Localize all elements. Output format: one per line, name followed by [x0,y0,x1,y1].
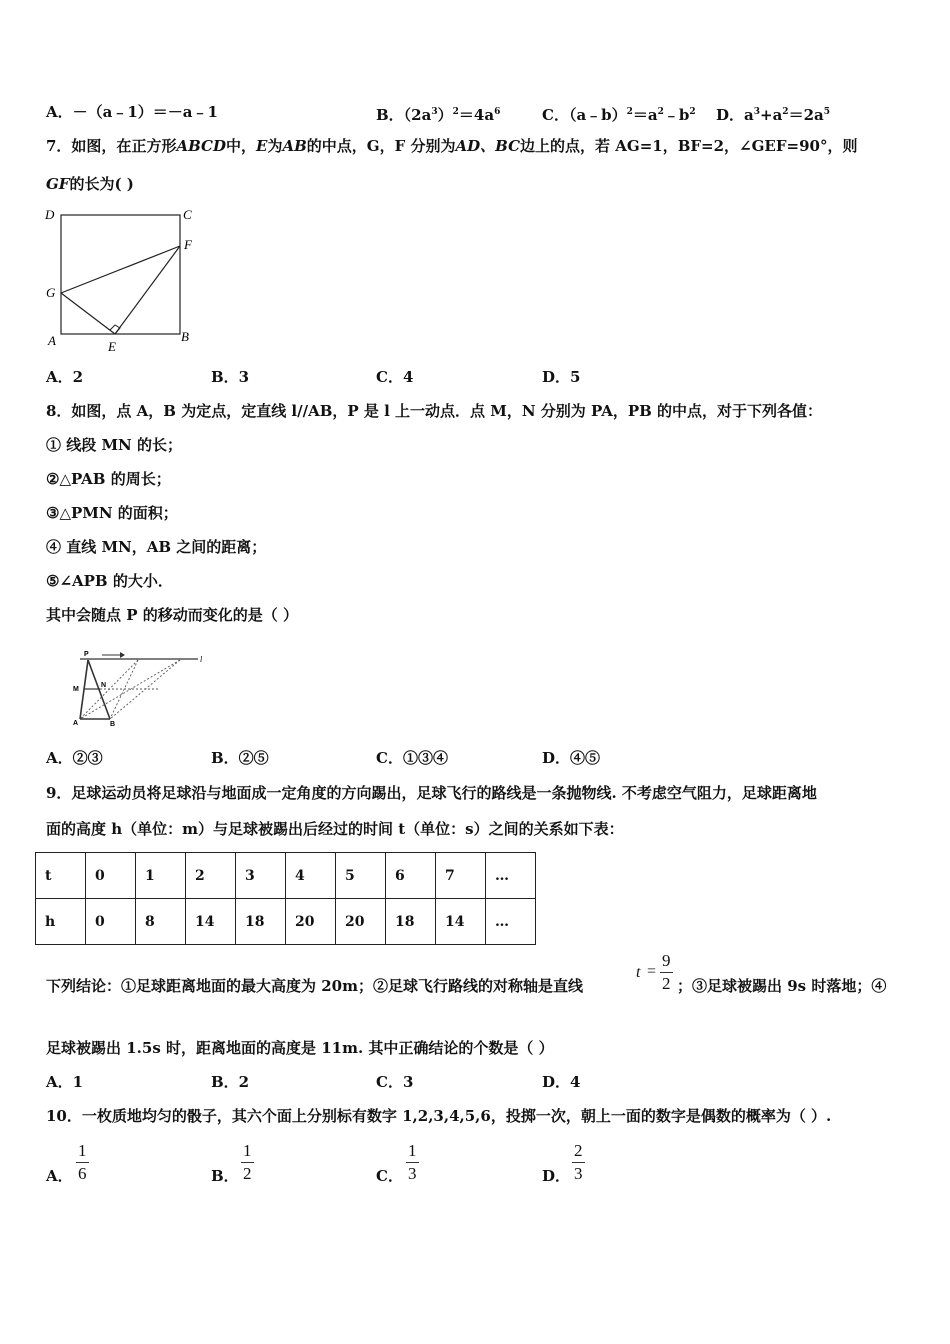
q7-segment-ge [61,293,115,334]
q6-option-a: A．－（a﹣1）＝－a﹣1 [46,103,218,121]
q8-label-a: A [73,720,79,727]
q8-option-d: D．④⑤ [542,749,601,767]
q7-t1: 7．如图，在正方形 [46,137,177,155]
q6-d-s3: 5 [823,107,830,117]
q7-right-angle-mark [110,325,120,334]
q7-label-a: A [48,333,56,348]
q8-label-p: P [84,651,89,658]
table-cell: 0 [86,853,136,899]
q9-option-a: A．1 [46,1073,84,1091]
q8-dashed-4 [110,660,180,719]
table-cell: 0 [86,899,136,945]
q9-fraction-denominator: 2 [662,974,671,993]
q6-b-1: B．（2a [376,106,432,124]
q9-fraction-numerator: 9 [662,951,671,970]
q8-label-b: B [110,721,116,728]
q9-symmetry-axis-formula [634,952,680,1000]
q7-square-figure [40,203,210,355]
q10-option-a-label: A． [46,1167,73,1185]
table-cell: 7 [436,853,486,899]
q6-d-s1: 3 [753,107,760,117]
q10-option-d-fraction [572,1142,585,1183]
q10-d-numerator: 2 [574,1141,583,1160]
table-cell: 2 [186,853,236,899]
q6-b-s3: 6 [494,107,501,117]
table-cell: 20 [286,899,336,945]
q6-d-3: ＝2a [788,106,824,124]
q6-c-s1: 2 [626,107,633,117]
q10-d-bar [572,1162,585,1163]
table-row [36,899,536,945]
q7-t3: 中， [226,137,257,155]
q6-b-s2: 2 [452,107,459,117]
q7-option-c: C．4 [376,368,414,386]
q9-formula-fraction [660,952,673,993]
table-cell: h [36,899,86,945]
q6-option-d [716,102,830,125]
q6-d-s2: 2 [782,107,789,117]
q10-stem: 10．一枚质地均匀的骰子，其六个面上分别标有数字 1,2,3,4,5,6，投掷一次，朝上一面的数字是偶数的概率为（ ）. [46,1107,832,1125]
q10-option-b-fraction [241,1142,254,1183]
q7-label-g: G [46,285,56,300]
q8-option-a: A．②③ [46,749,103,767]
q6-c-s3: 2 [689,107,696,117]
q9-stem-line1: 9．足球运动员将足球沿与地面成一定角度的方向踢出，足球飞行的路线是一条抛物线. 不考虑空气阻力，足球距离地 [46,784,817,802]
q7-stem-line1 [46,136,857,156]
q7-label-f: F [184,237,192,252]
q8-item-2: ②△PAB 的周长； [46,470,171,488]
q7-label-e: E [108,339,116,354]
table-cell: 20 [336,899,386,945]
q8-arrowhead [120,652,125,658]
q8-dashed-2 [110,660,138,719]
q6-option-c [542,102,696,125]
q10-option-d-label: D． [542,1167,571,1185]
q7-stem-line2 [46,174,134,194]
q10-b-bar [241,1162,254,1163]
q8-label-l: l [200,655,203,664]
q7-t4: E [256,137,268,155]
q7-t5: 为 [267,137,283,155]
q7-option-b: B．3 [211,368,250,386]
table-row [36,853,536,899]
q7-label-b: B [181,329,189,344]
q7-t7: 的中点，G，F 分别为 [306,137,456,155]
q10-option-a-fraction [76,1142,89,1183]
q9-option-c: C．3 [376,1073,414,1091]
q10-c-numerator: 1 [408,1141,417,1160]
q10-b-denominator: 2 [243,1164,252,1183]
q8-label-n: N [101,682,107,689]
table-cell: … [486,853,536,899]
table-cell: t [36,853,86,899]
q8-option-b: B．②⑤ [211,749,269,767]
q8-label-m: M [73,686,79,693]
q7-t2: ABCD [176,137,226,155]
q6-d-1: D．a [716,106,754,124]
q7-option-a: A．2 [46,368,84,386]
q10-a-denominator: 6 [78,1164,87,1183]
q7-label-d: D [45,207,55,222]
q8-stem: 8．如图，点 A，B 为定点，定直线 l//AB，P 是 l 上一动点．点 M，N 分别为 PA，PB 的中点，对于下列各值： [46,402,823,420]
q9-formula-eq: = [647,963,657,980]
q6-b-3: ＝4a [458,106,495,124]
q6-b-2: ） [437,106,453,124]
q6-c-s2: 2 [657,107,664,117]
q10-c-denominator: 3 [408,1164,417,1183]
q9-fraction-bar [660,972,673,973]
table-cell: 18 [236,899,286,945]
table-cell: 14 [186,899,236,945]
q6-b-s1: 3 [431,107,438,117]
q9-formula-t: t [636,964,641,981]
q9-stem-line4: 足球被踢出 1.5s 时，距离地面的高度是 11m. 其中正确结论的个数是（ ） [46,1039,554,1057]
table-cell: 14 [436,899,486,945]
q9-option-d: D．4 [542,1073,581,1091]
q8-item-1: ① 线段 MN 的长； [46,436,182,454]
q6-c-3: ﹣b [663,106,690,124]
q7-t11: 的长为( ) [69,175,134,193]
q10-a-bar [76,1162,89,1163]
table-cell: … [486,899,536,945]
q7-t9: 边上的点，若 AG=1，BF=2，∠GEF=90°，则 [520,137,858,155]
q8-item-3: ③△PMN 的面积； [46,504,178,522]
q8-figure [68,646,208,728]
q8-option-c: C．①③④ [376,749,448,767]
q8-item-4: ④ 直线 MN，AB 之间的距离； [46,538,267,556]
q8-question: 其中会随点 P 的移动而变化的是（ ） [46,606,298,624]
q7-label-c: C [183,207,192,222]
table-cell: 6 [386,853,436,899]
q9-data-table [35,852,536,945]
q6-c-2: ＝a [632,106,658,124]
q7-square [61,215,180,334]
q6-c-1: C．（a﹣b） [542,106,627,124]
table-cell: 4 [286,853,336,899]
q9-conclusions-part2: ；③足球被踢出 9s 时落地；④ [677,977,887,995]
q10-c-bar [406,1162,419,1163]
q10-d-denominator: 3 [574,1164,583,1183]
q7-t10: GF [46,175,70,193]
table-cell: 5 [336,853,386,899]
table-cell: 3 [236,853,286,899]
q8-item-5: ⑤∠APB 的大小． [46,572,173,590]
q9-conclusions-part1: 下列结论：①足球距离地面的最大高度为 20m；②足球飞行路线的对称轴是直线 [46,977,583,995]
q7-t8: AD、BC [455,137,521,155]
q6-option-b [376,102,500,125]
q10-b-numerator: 1 [243,1141,252,1160]
q7-t6: AB [282,137,307,155]
q9-option-b: B．2 [211,1073,250,1091]
q10-option-c-fraction [406,1142,419,1183]
q10-a-numerator: 1 [78,1141,87,1160]
q6-d-2: +a [760,106,783,124]
q9-stem-line2: 面的高度 h（单位：m）与足球被踢出后经过的时间 t（单位：s）之间的关系如下表： [46,820,624,838]
q10-option-b-label: B． [211,1167,239,1185]
table-cell: 1 [136,853,186,899]
table-cell: 8 [136,899,186,945]
table-cell: 18 [386,899,436,945]
q10-option-c-label: C． [376,1167,403,1185]
q7-option-d: D．5 [542,368,581,386]
